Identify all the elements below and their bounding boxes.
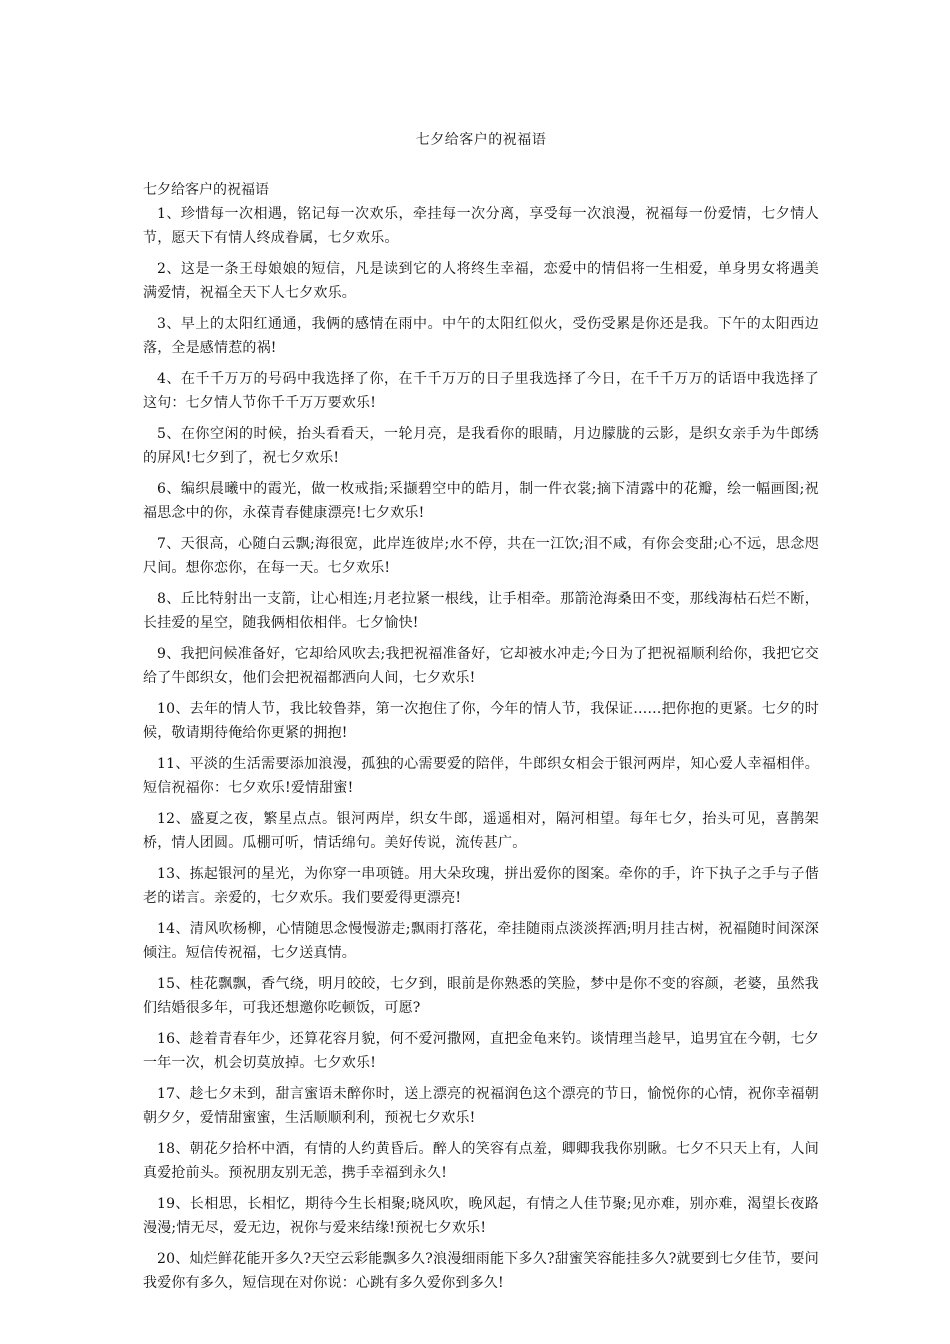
blessing-item: 18、朝花夕拾杯中酒，有情的人约黄昏后。醉人的笑容有点羞，卿卿我我你别瞅。七夕不只天上有，人间真爱抢前头。预祝朋友别无恙，携手幸福到永久! — [143, 1141, 819, 1181]
document-title: 七夕给客户的祝福语 — [415, 132, 547, 148]
blessing-item: 19、长相思，长相忆，期待今生长相聚;晓风吹，晚风起，有情之人佳节聚;见亦难，别亦难，渴望长夜路漫漫;情无尽，爱无边，祝你与爱来结缘!预祝七夕欢乐! — [143, 1196, 819, 1236]
blessing-item: 8、丘比特射出一支箭，让心相连;月老拉紧一根线，让手相牵。那箭沧海桑田不变，那线海枯石烂不断，长挂爱的星空，随我俩相依相伴。七夕愉快! — [143, 591, 819, 631]
blessing-item: 9、我把问候准备好，它却给风吹去;我把祝福准备好，它却被水冲走;今日为了把祝福顺利给你，我把它交给了牛郎织女，他们会把祝福都洒向人间，七夕欢乐! — [143, 646, 819, 686]
blessing-list — [143, 202, 819, 1302]
blessing-item: 20、灿烂鲜花能开多久?天空云彩能飘多久?浪漫细雨能下多久?甜蜜笑容能挂多久?就要到七夕佳节，要问我爱你有多久，短信现在对你说：心跳有多久爱你到多久! — [143, 1251, 819, 1291]
blessing-item: 6、编织晨曦中的霞光，做一枚戒指;采撷碧空中的皓月，制一件衣裳;摘下清露中的花瓣，绘一幅画图;祝福思念中的你，永葆青春健康漂亮!七夕欢乐! — [143, 481, 819, 521]
blessing-item: 12、盛夏之夜，繁星点点。银河两岸，织女牛郎，遥遥相对，隔河相望。每年七夕，抬头可见，喜鹊架桥，情人团圆。瓜棚可听，情话绵句。美好传说，流传甚广。 — [143, 811, 819, 851]
blessing-item: 7、天很高，心随白云飘;海很宽，此岸连彼岸;水不停，共在一江饮;泪不咸，有你会变甜;心不远，思念咫尺间。想你恋你，在每一天。七夕欢乐! — [143, 536, 819, 576]
blessing-item: 13、拣起银河的星光，为你穿一串项链。用大朵玫瑰，拼出爱你的图案。牵你的手，许下执子之手与子偕老的诺言。亲爱的，七夕欢乐。我们要爱得更漂亮! — [143, 866, 819, 906]
blessing-item: 14、清风吹杨柳，心情随思念慢慢游走;飘雨打落花，牵挂随雨点淡淡挥洒;明月挂古树，祝福随时间深深倾注。短信传祝福，七夕送真情。 — [143, 921, 819, 961]
blessing-item: 11、平淡的生活需要添加浪漫，孤独的心需要爱的陪伴，牛郎织女相会于银河两岸，知心爱人幸福相伴。短信祝福你：七夕欢乐!爱情甜蜜! — [143, 756, 819, 796]
blessing-item: 4、在千千万万的号码中我选择了你，在千千万万的日子里我选择了今日，在千千万万的话语中我选择了这句：七夕情人节你千千万万要欢乐! — [143, 371, 819, 411]
blessing-item: 2、这是一条王母娘娘的短信，凡是读到它的人将终生幸福，恋爱中的情侣将一生相爱，单身男女将遇美满爱情，祝福全天下人七夕欢乐。 — [143, 261, 819, 301]
document-heading: 七夕给客户的祝福语 — [143, 182, 269, 198]
blessing-item: 10、去年的情人节，我比较鲁莽，第一次抱住了你，今年的情人节，我保证……把你抱的更紧。七夕的时候，敬请期待俺给你更紧的拥抱! — [143, 701, 819, 741]
blessing-item: 1、珍惜每一次相遇，铭记每一次欢乐，牵挂每一次分离，享受每一次浪漫，祝福每一份爱情，七夕情人节，愿天下有情人终成眷属，七夕欢乐。 — [143, 206, 819, 246]
blessing-item: 5、在你空闲的时候，抬头看看天，一轮月亮，是我看你的眼睛，月边朦胧的云影，是织女亲手为牛郎绣的屏风!七夕到了，祝七夕欢乐! — [143, 426, 819, 466]
blessing-item: 15、桂花飘飘，香气绕，明月皎皎，七夕到，眼前是你熟悉的笑脸，梦中是你不变的容颜，老婆，虽然我们结婚很多年，可我还想邀你吃顿饭，可愿? — [143, 976, 819, 1016]
blessing-item: 16、趁着青春年少，还算花容月貌，何不爱河撒网，直把金龟来钓。谈情理当趁早，追男宜在今朝，七夕一年一次，机会切莫放掉。七夕欢乐! — [143, 1031, 819, 1071]
blessing-item: 17、趁七夕未到，甜言蜜语未醉你时，送上漂亮的祝福润色这个漂亮的节日，愉悦你的心情，祝你幸福朝朝夕夕，爱情甜蜜蜜，生活顺顺利利，预祝七夕欢乐! — [143, 1086, 819, 1126]
blessing-item: 3、早上的太阳红通通，我俩的感情在雨中。中午的太阳红似火，受伤受累是你还是我。下午的太阳西边落，全是感情惹的祸! — [143, 316, 819, 356]
